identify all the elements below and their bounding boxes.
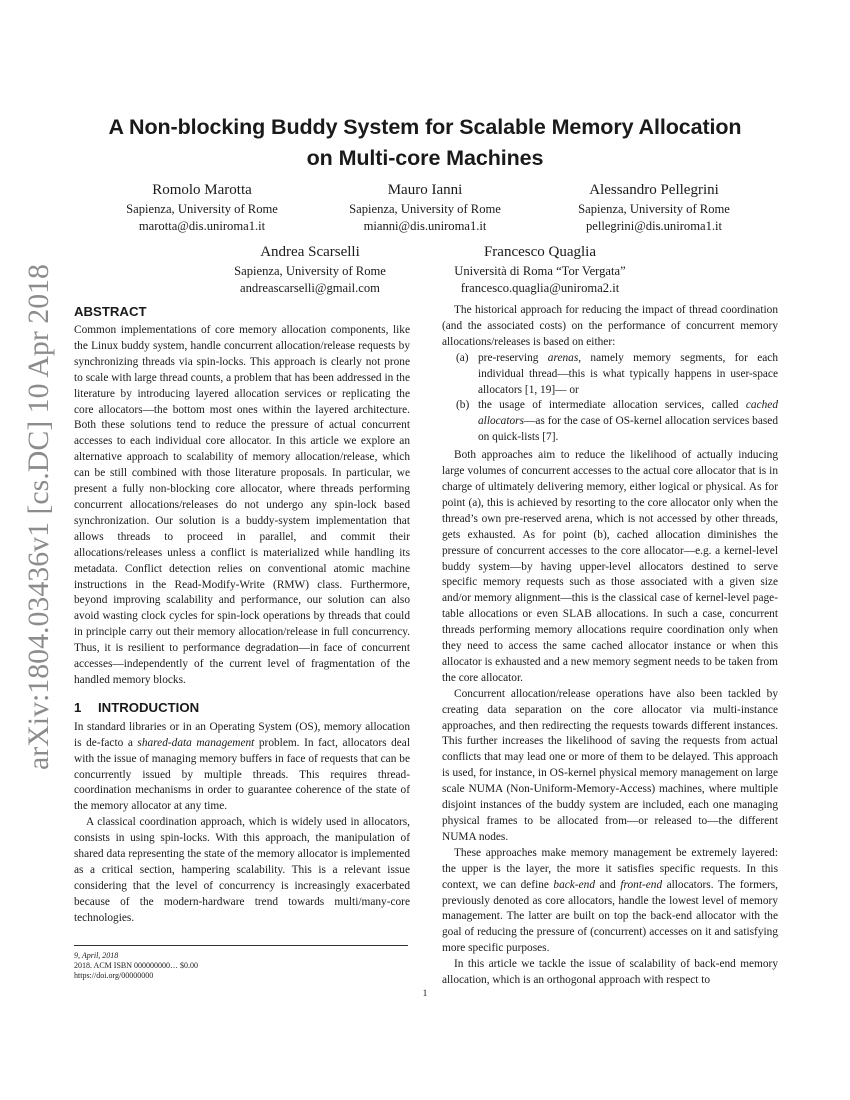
author-name: Francesco Quaglia	[483, 244, 597, 260]
author-name: Andrea Scarselli	[260, 244, 360, 260]
intro-paragraph-2: A classical coordination approach, which is widely used in allocators, consists in using spin-locks. With this approach, the manipulation of shared data representing the state of the memory allocator is implemented as a critical section, hampering scalability. This is a relevant issue considering that the level of concurrency is increasingly exacerbated because of the modern-hardware trend towards multi/many-core technologies.	[74, 816, 410, 924]
right-paragraph-2: Both approaches aim to reduce the likelihood of actually inducing large volumes of concurrent accesses to the actual core allocator that is in charge of ultimately delivering memory, either logical or physical. As for point (a), this is achieved by resorting to the core allocator only when the thread’s own pre-reserved arena, which is not accessed by other threads, gets exhausted. As for point (b), cached allocation diminishes the pressure of concurrent accesses to the core allocator—e.g. a kernel-level buddy system—by having upper-level allocators destined to serve specific memory requests such as those associated with a given size and/or memory alignment—this is the classical case of kernel-level page-table allocations or even SLAB allocations. In such a case, concurrent threads performing memory allocations require coordination only when they need to access the same cached allocator instance or when this allocator is exhausted and a new memory segment needs to be taken from the core allocator.	[442, 449, 778, 684]
paper-title	[60, 112, 790, 174]
right-paragraph-5: In this article we tackle the issue of scalability of back-end memory allocation, which is an orthogonal approach with respect to	[442, 958, 778, 987]
author-block	[97, 180, 307, 235]
author-affiliation: Università di Roma “Tor Vergata”	[454, 264, 626, 278]
intro-paragraph-1	[74, 720, 410, 815]
page-number: 1	[422, 989, 428, 999]
author-block	[205, 242, 415, 297]
list-item-label: (b)	[456, 399, 470, 412]
arxiv-stamp	[6, 262, 62, 770]
list-item	[456, 351, 778, 399]
arxiv-stamp-text: arXiv:1804.03436v1 [cs.DC] 10 Apr 2018	[22, 262, 55, 770]
list-item-label: (a)	[456, 351, 469, 364]
emphasis-text: cached allocators	[478, 399, 778, 428]
text-run: pre-reserving	[478, 351, 548, 364]
text-run: , namely memory segments, for each individual thread—this is what typically happens in user-space allocators [1, 19]— or	[478, 351, 778, 396]
author-email: francesco.quaglia@uniroma2.it	[460, 281, 620, 295]
text-run: These approaches make memory management be extremely layered: the upper is the layer, the more it satisfies specific requests. In this context, we can define	[442, 846, 778, 891]
title-line-1: A Non-blocking Buddy System for Scalable Memory Allocation	[108, 115, 742, 139]
right-paragraph-1: The historical approach for reducing the impact of thread coordination (and the associated costs) on the performance of concurrent memory allocations/releases is based on either:	[442, 304, 778, 348]
section-number: 1	[74, 699, 82, 715]
footnote-doi-link[interactable]: https://doi.org/00000000	[74, 971, 154, 980]
author-affiliation: Sapienza, University of Rome	[578, 202, 730, 216]
left-column	[74, 303, 410, 927]
author-block	[425, 242, 655, 297]
author-block	[549, 180, 759, 235]
abstract-heading: ABSTRACT	[74, 304, 147, 319]
author-email: andreascarselli@gmail.com	[240, 281, 380, 295]
approach-list	[442, 351, 778, 446]
author-name: Alessandro Pellegrini	[589, 182, 719, 198]
text-run: —as for the case of OS-kernel allocation services based on quick-lists [7].	[478, 415, 778, 444]
text-run: the usage of intermediate allocation services, called	[478, 399, 746, 412]
footnote-rule	[74, 945, 408, 946]
footnote-date: 9, April, 2018	[74, 951, 119, 960]
author-email: mianni@dis.uniroma1.it	[363, 219, 487, 233]
author-block	[320, 180, 530, 235]
title-line-2: on Multi-core Machines	[306, 146, 544, 170]
text-run: and	[595, 878, 621, 891]
list-item	[456, 398, 778, 446]
abstract-text: Common implementations of core memory allocation components, like the Linux buddy system, handle concurrent allocation/release requests by synchronizing threads via spin-locks. This approach is clearly not prone to scale with large thread counts, a problem that has been addressed in the literature by introducing layered allocation services or replicating the core allocators—the bottom most ones within the layered architecture. Both these solutions tend to reduce the pressure of actual concurrent accesses to each individual core allocator. In this article we explore an alternative approach to scalability of memory allocation/release, which can be still combined with those literature proposals. In particular, we present a fully non-blocking core allocator, where threads performing concurrent allocations/releases do not undergo any spin-lock based synchronization. Our solution is a buddy-system implementation that allows threads to proceed in parallel, and commit their allocations/releases unless a conflict is materialized while handling its metadata. Conflict detection relies on conventional atomic machine instructions in the Read-Modify-Write (RMW) class. Furthermore, beyond improving scalability and performance, our solution can also avoid wasting clock cycles for spin-lock operations by threads that could in principle carry out their memory allocation/release in full concurrency. Thus, it is resilient to performance degradation—in face of concurrent accesses—independently of the current level of fragmentation of the handled memory blocks.	[74, 324, 410, 686]
author-name: Mauro Ianni	[387, 182, 463, 198]
section-heading-introduction	[74, 699, 410, 717]
footnote-isbn: 2018. ACM ISBN 000000000… $0.00	[74, 961, 199, 970]
text-run: problem. In fact, allocators deal with the issue of managing memory buffers in face of requests that can be concurrently issued by multiple threads. This requires thread-coordination mechanisms in order to guarantee coherence of the state of the memory allocator at any time.	[74, 736, 410, 813]
text-run: In standard libraries or in an Operating System (OS), memory allocation is de-facto a	[74, 720, 410, 749]
author-email: pellegrini@dis.uniroma1.it	[585, 219, 723, 233]
author-affiliation: Sapienza, University of Rome	[349, 202, 501, 216]
emphasis-text: arenas	[547, 351, 579, 364]
author-affiliation: Sapienza, University of Rome	[126, 202, 278, 216]
section-title: INTRODUCTION	[98, 699, 200, 715]
right-column	[442, 303, 778, 989]
emphasis-text: front-end	[620, 878, 663, 891]
author-affiliation: Sapienza, University of Rome	[234, 264, 386, 278]
emphasis-text: shared-data management	[137, 736, 255, 749]
text-run: allocators. The formers, previously denoted as core allocators, handle the lowest level of memory management. The latter are built on top the back-end allocator with the goal of reducing the pressure of (concurrent) accesses on it and satisfying more specific purposes.	[442, 878, 779, 955]
footnote	[74, 951, 198, 981]
list-item-text	[478, 351, 778, 399]
right-paragraph-4	[442, 846, 778, 957]
list-item-text	[478, 398, 778, 446]
author-email: marotta@dis.uniroma1.it	[138, 219, 266, 233]
right-paragraph-3: Concurrent allocation/release operations have also been tackled by creating data separation on the core allocator via multi-instance approaches, and then redirecting the requests towards different instances. This further increases the likelihood of saving the requests from actual conflicts that may lead one or more of them to be delayed. This approach is used, for instance, in OS-kernel physical memory management on large scale NUMA (Non-Uniform-Memory-Access) machines, where multiple disjoint instances of the buddy system are included, each one managing physical frames to be allocated from—or released to—the different NUMA nodes.	[442, 687, 778, 843]
emphasis-text: back-end	[553, 878, 595, 891]
author-name: Romolo Marotta	[152, 182, 252, 198]
